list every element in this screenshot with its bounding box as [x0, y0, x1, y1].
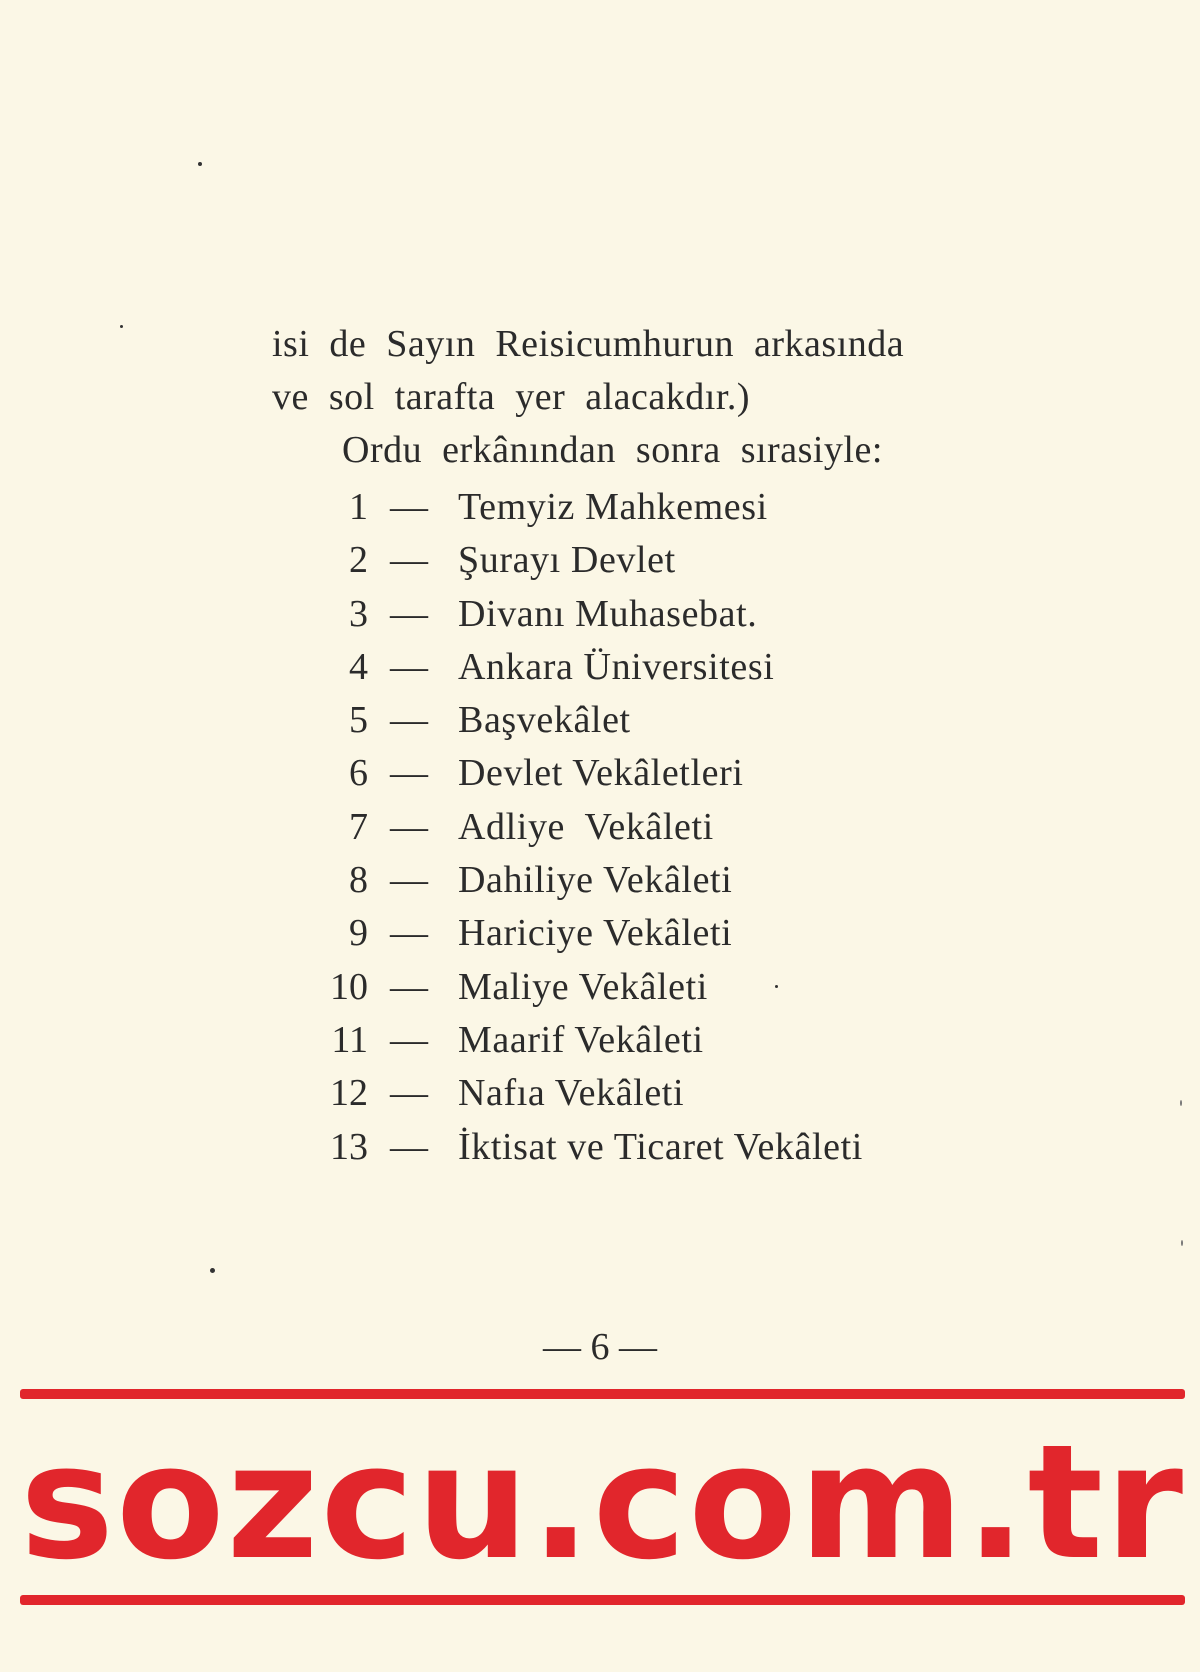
list-item: [318, 965, 1018, 1018]
list-item-dash: —: [390, 1125, 428, 1168]
intro-line-3: Ordu erkânından sonra sırasiyle:: [342, 429, 883, 471]
list-item-label: Devlet Vekâletleri: [458, 752, 744, 795]
list-item-number: 7: [349, 805, 368, 848]
list-item-label: Nafıa Vekâleti: [458, 1072, 685, 1115]
list-item: [318, 485, 1018, 538]
list-item: [318, 1071, 1018, 1124]
list-item: [318, 858, 1018, 911]
list-item-label: Divanı Muhasebat.: [458, 592, 758, 635]
list-item-label: Maarif Vekâleti: [458, 1018, 704, 1061]
scan-speck: [1180, 1100, 1182, 1106]
list-item-label: İktisat ve Ticaret Vekâleti: [458, 1125, 863, 1168]
list-item-dash: —: [390, 912, 428, 955]
list-item-dash: —: [390, 539, 428, 582]
list-item-number: 13: [330, 1125, 368, 1168]
list-item: [318, 911, 1018, 964]
list-item-number: 2: [349, 539, 368, 582]
list-item: [318, 1125, 1018, 1178]
list-item-label: Maliye Vekâleti: [458, 965, 708, 1008]
list-item-dash: —: [390, 752, 428, 795]
list-item-number: 4: [349, 645, 368, 688]
list-item-label: Başvekâlet: [458, 699, 631, 742]
intro-line-2: ve sol tarafta yer alacakdır.): [272, 376, 751, 418]
list-item-label: Temyiz Mahkemesi: [458, 486, 768, 528]
page-number: — 6 —: [543, 1326, 657, 1368]
list-item-dash: —: [390, 592, 428, 635]
list-item-dash: —: [390, 699, 428, 742]
scan-speck: [198, 162, 202, 166]
list-item-dash: —: [390, 805, 428, 848]
list-item-dash: —: [390, 1072, 428, 1115]
list-item-number: 10: [330, 965, 368, 1008]
list-item-number: 3: [349, 592, 368, 635]
list-item-label: Dahiliye Vekâleti: [458, 859, 733, 902]
list-item-dash: —: [390, 859, 428, 902]
list-item-number: 9: [349, 912, 368, 955]
watermark-text: sozcu.com.tr: [20, 1411, 1186, 1595]
list-item: [318, 698, 1018, 751]
watermark-top-bar: [20, 1389, 1185, 1399]
list-item-dash: —: [390, 1018, 428, 1061]
intro-line-1: isi de Sayın Reisicumhurun arkasında: [272, 323, 905, 365]
watermark-bottom-bar: [20, 1595, 1185, 1605]
list-item-number: 1: [349, 486, 368, 528]
list-item-number: 11: [331, 1018, 368, 1061]
list-item-dash: —: [390, 645, 428, 688]
list-item-dash: —: [390, 965, 428, 1008]
scan-speck: [1181, 1240, 1183, 1246]
scan-speck: [120, 325, 123, 328]
list-item: [318, 538, 1018, 591]
list-item-number: 5: [349, 699, 368, 742]
scan-speck: [210, 1268, 215, 1273]
list-item-label: Hariciye Vekâleti: [458, 912, 733, 955]
list-item: [318, 805, 1018, 858]
sozcu-watermark-logo: [20, 1385, 1185, 1610]
list-item-label: Şurayı Devlet: [458, 539, 676, 582]
list-item-dash: —: [390, 486, 428, 528]
institution-list: [318, 485, 1018, 1178]
list-item: [318, 592, 1018, 645]
list-item-label: Ankara Üniversitesi: [458, 645, 775, 688]
list-item: [318, 751, 1018, 804]
list-item-label: Adliye Vekâleti: [458, 805, 714, 848]
list-item-number: 8: [349, 859, 368, 902]
list-item: [318, 1018, 1018, 1071]
list-item: [318, 645, 1018, 698]
list-item-number: 6: [349, 752, 368, 795]
list-item-number: 12: [330, 1072, 368, 1115]
